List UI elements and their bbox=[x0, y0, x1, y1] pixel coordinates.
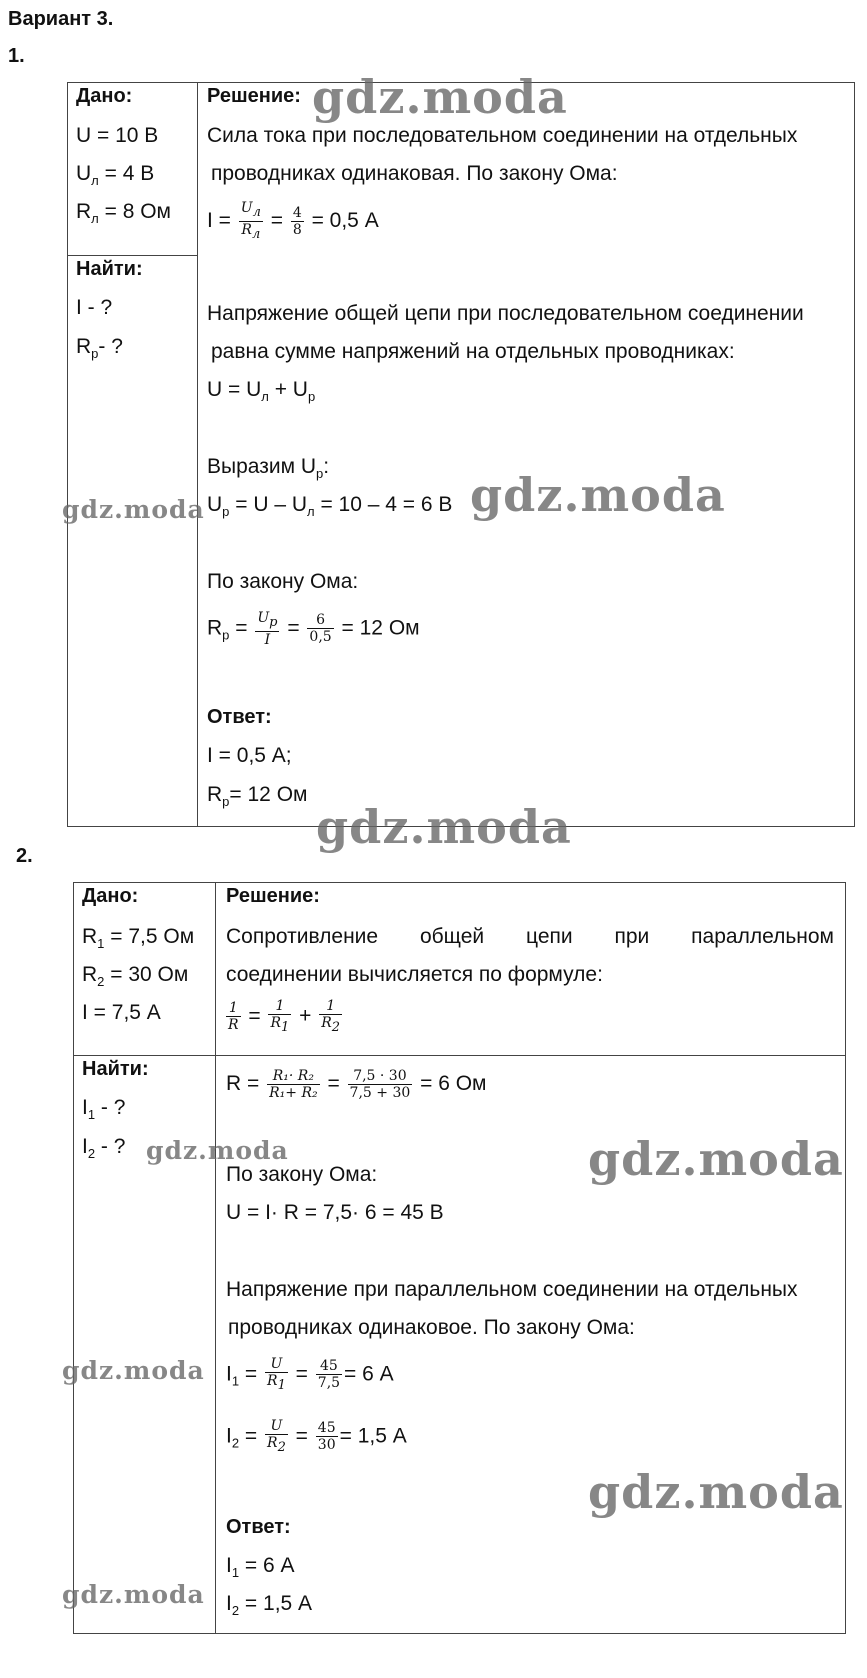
answer-rp: $R_р= 12$ Ом bbox=[207, 783, 308, 810]
formula-current: I = $\frac{U_л}{R_л}$ = $\frac{4}{8}$ = 0,5 А bbox=[207, 200, 379, 242]
express-up: Выразим $U_р$: bbox=[207, 455, 330, 482]
formula-i1: $I_1$ = $\frac{U}{R_1}$ = $\frac{45}{7,5}$ = 6 А bbox=[226, 1356, 394, 1393]
find-i: I - ? bbox=[76, 296, 113, 319]
eq-u: U = I· R = 7,5· 6 = 45 В bbox=[226, 1201, 444, 1224]
watermark: gdz.moda bbox=[316, 800, 572, 854]
eq-voltage-sum: $U = U_л + U_р$ bbox=[207, 378, 316, 405]
watermark: gdz.moda bbox=[588, 1132, 844, 1186]
given-label: Дано: bbox=[82, 885, 139, 907]
find-label: Найти: bbox=[76, 258, 143, 280]
watermark: gdz.moda bbox=[312, 70, 568, 124]
p1-para1-line2: проводниках одинаковая. По закону Ома: bbox=[211, 162, 618, 185]
find-rp: $R_р-$ ? bbox=[76, 335, 123, 362]
watermark: gdz.moda bbox=[62, 495, 205, 524]
solution-label: Решение: bbox=[226, 885, 320, 907]
formula-r-total: R = $\frac{\text{R₁· R₂}}{\text{R₁+ R₂}}$ = $\frac{7,5 \cdot 30}{7,5 + 30}$ = 6 Ом bbox=[226, 1068, 487, 1101]
given-u: U = 10 В bbox=[76, 124, 159, 147]
watermark: gdz.moda bbox=[146, 1136, 289, 1165]
formula-rp: $R_р$ = $\frac{U_p}{I}$ = $\frac{6}{0,5}$ = 12 Ом bbox=[207, 610, 420, 648]
watermark: gdz.moda bbox=[588, 1465, 844, 1519]
solution-label: Решение: bbox=[207, 85, 301, 107]
given-label: Дано: bbox=[76, 85, 133, 107]
answer-label: Ответ: bbox=[226, 1516, 291, 1538]
p1-para2-line1: Напряжение общей цепи при последовательном соединении bbox=[207, 302, 804, 325]
find-i2: $I_2$ - ? bbox=[82, 1135, 126, 1162]
p1-para1-line1: Сила тока при последовательном соединении на отдельных bbox=[207, 124, 798, 147]
p2-para1-line1: Сопротивление общей цепи при параллельном bbox=[226, 925, 834, 948]
eq-up: $U_р = U - U_л = 10 - 4 = 6$ В bbox=[207, 493, 453, 520]
watermark: gdz.moda bbox=[470, 468, 726, 522]
find-i1: $I_1$ - ? bbox=[82, 1096, 126, 1123]
formula-inverse-r: $\frac{1}{R}$ = $\frac{1}{R_1}$ + $\frac{1}{R_2}$ bbox=[228, 998, 341, 1035]
p2-para1-line2: соединении вычисляется по формуле: bbox=[226, 963, 603, 986]
ohm-law-label: По закону Ома: bbox=[226, 1163, 378, 1186]
answer-i1: $I_1 = 6$ А bbox=[226, 1554, 295, 1581]
p1-para2-line2: равна сумме напряжений на отдельных проводниках: bbox=[211, 340, 735, 363]
answer-label: Ответ: bbox=[207, 706, 272, 728]
p2-para2-line2: проводниках одинаковое. По закону Ома: bbox=[228, 1316, 635, 1339]
given-r2: $R_2 = 30$ Ом bbox=[82, 963, 189, 990]
given-r1: $R_1 = 7,5$ Ом bbox=[82, 925, 195, 952]
given-rl: $R_л = 8$ Ом bbox=[76, 200, 171, 227]
problem-2-number: 2. bbox=[16, 845, 33, 867]
given-ul: $U_л = 4$ В bbox=[76, 162, 155, 189]
watermark: gdz.moda bbox=[62, 1580, 205, 1609]
watermark: gdz.moda bbox=[62, 1356, 205, 1385]
ohm-law-label: По закону Ома: bbox=[207, 570, 359, 593]
answer-i2: $I_2 = 1,5$ А bbox=[226, 1592, 313, 1619]
page-title: Вариант 3. bbox=[8, 8, 114, 30]
p2-para2-line1: Напряжение при параллельном соединении на отдельных bbox=[226, 1278, 798, 1301]
answer-i: I = 0,5 А; bbox=[207, 744, 292, 767]
problem-1-number: 1. bbox=[8, 45, 25, 67]
find-label: Найти: bbox=[82, 1058, 149, 1080]
formula-i2: $I_2$ = $\frac{U}{R_2}$ = $\frac{45}{30}$ = 1,5 А bbox=[226, 1418, 407, 1455]
given-i: I = 7,5 А bbox=[82, 1001, 161, 1024]
